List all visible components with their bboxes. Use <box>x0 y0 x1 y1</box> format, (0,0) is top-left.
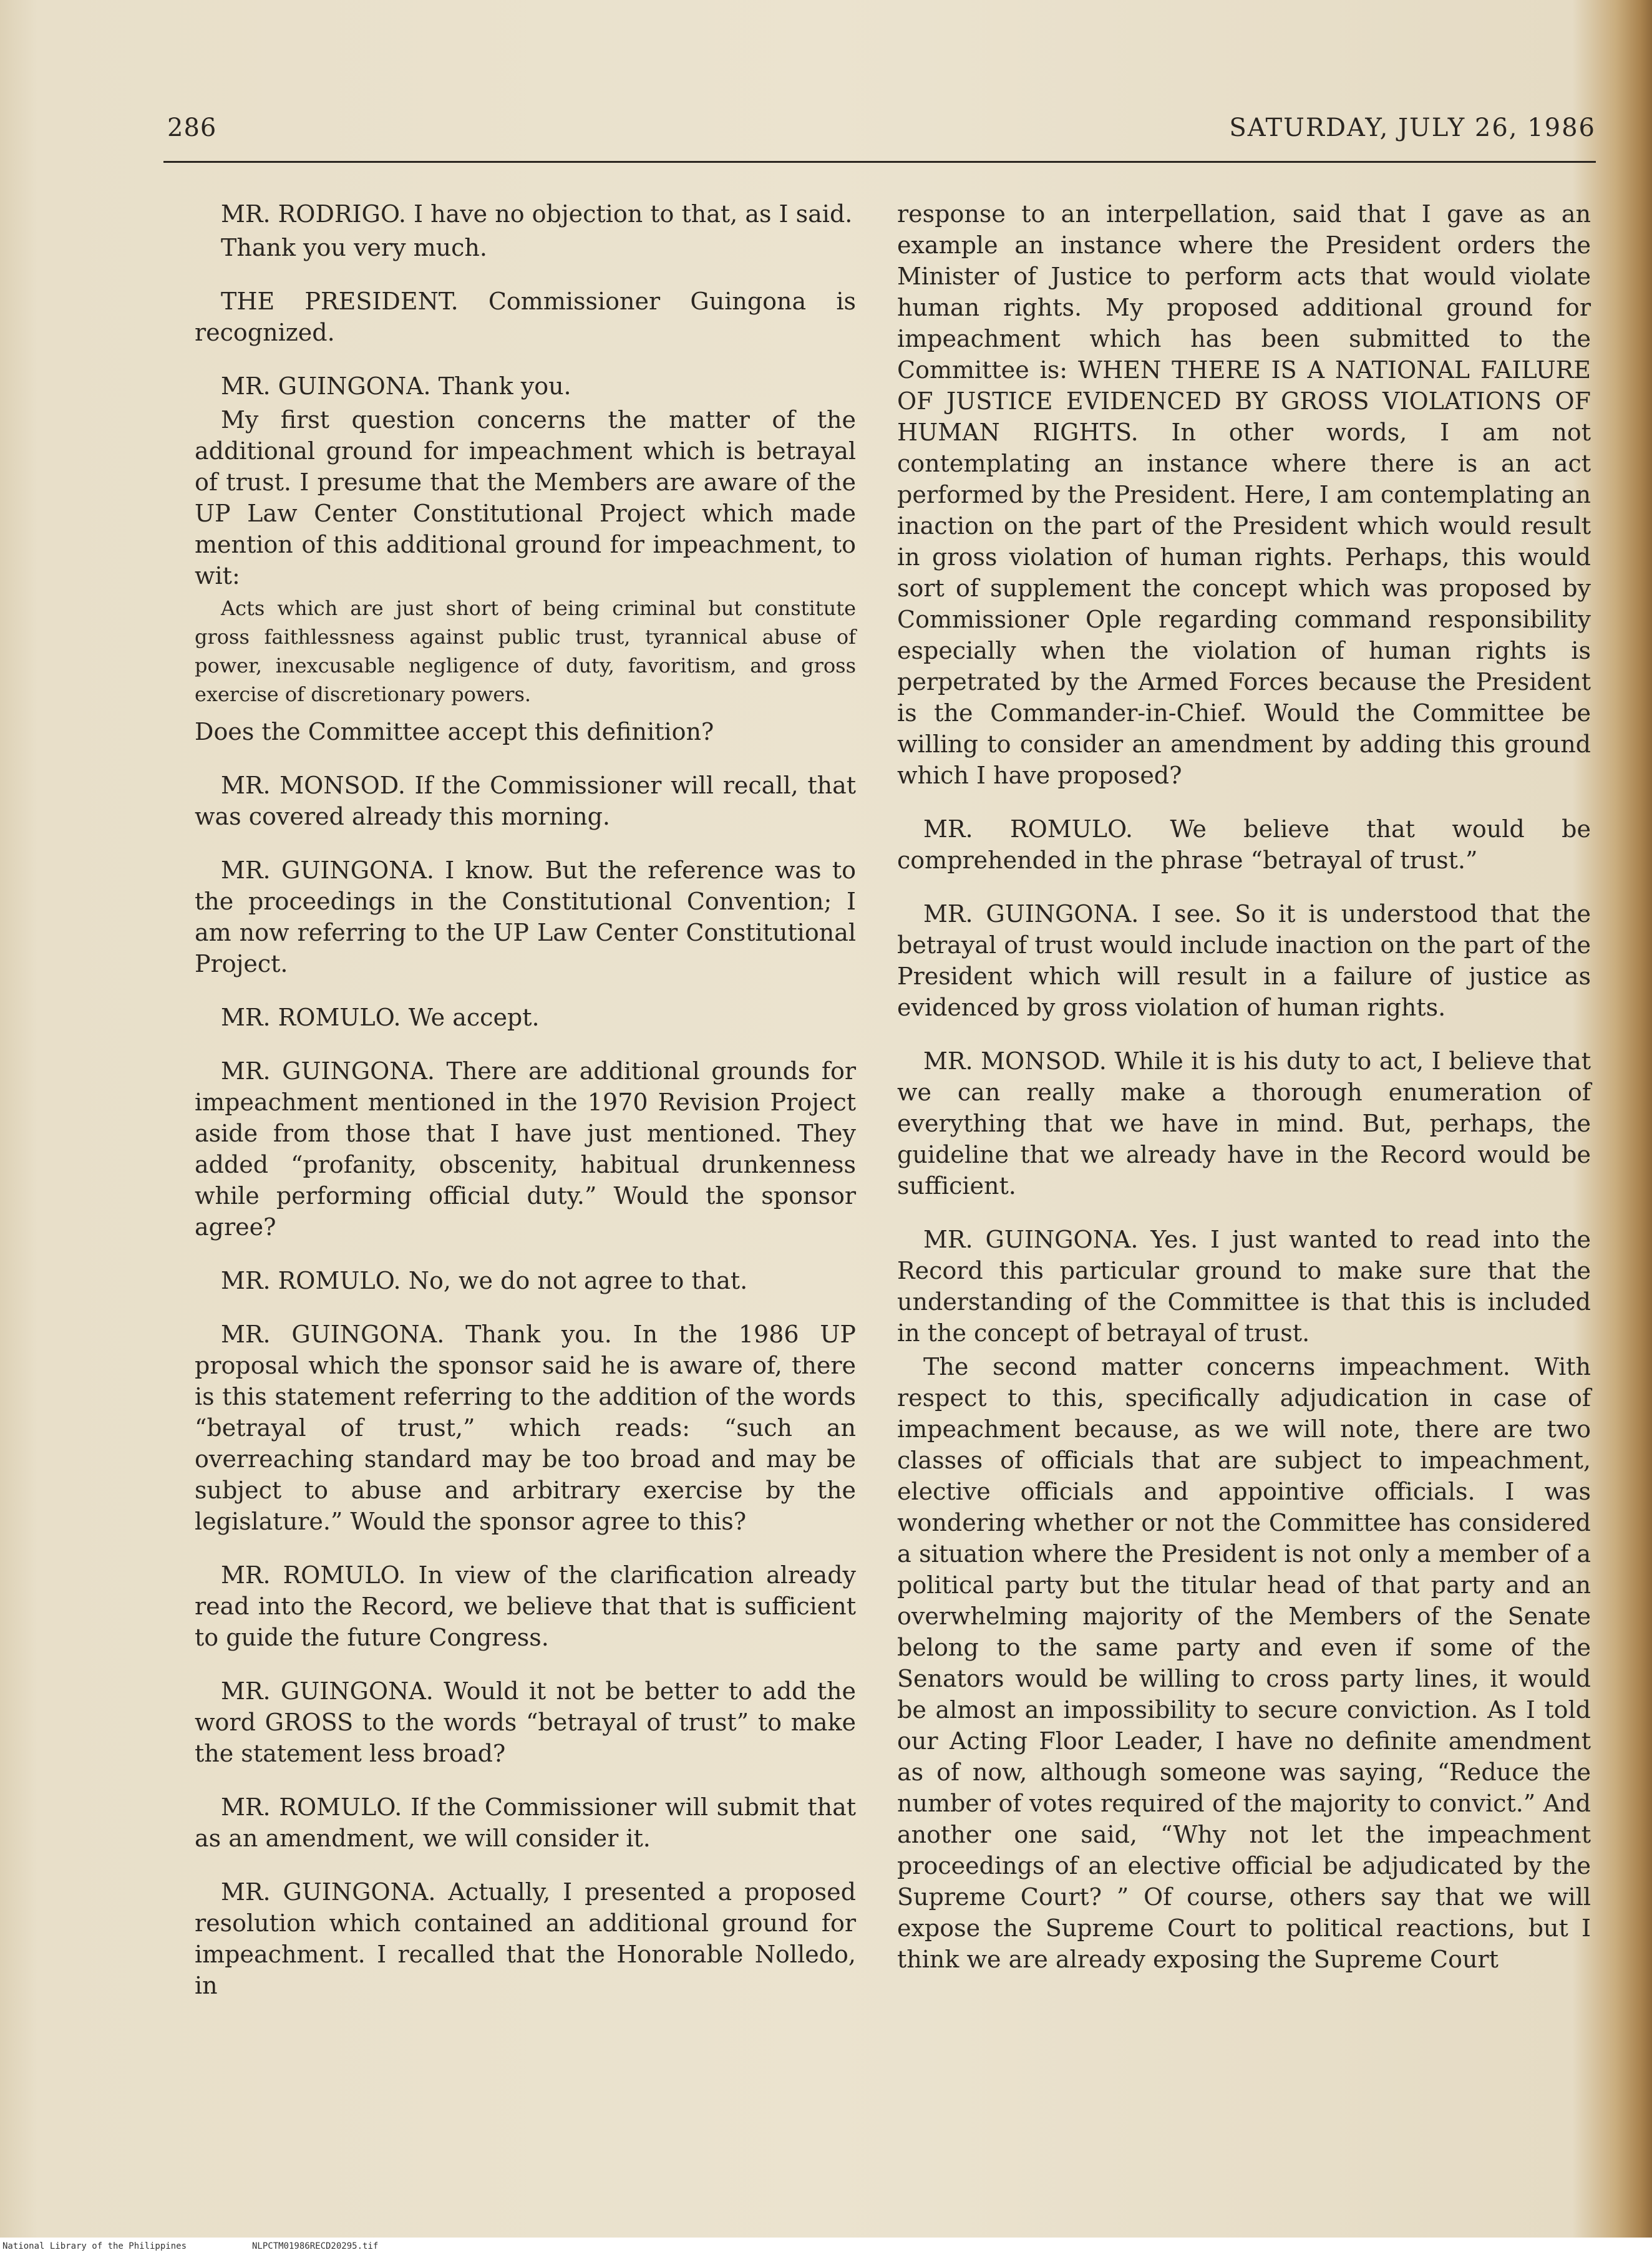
paragraph: Does the Committee accept this definition? <box>195 718 714 745</box>
page-number: 286 <box>167 114 217 142</box>
footer-library: National Library of the Philippines <box>2 2241 187 2251</box>
header-rule <box>163 161 1596 163</box>
paragraph: The second matter concerns impeachment. With respect to this, specifically adjudication in case of impeachment because, as we will note, there are two classes of officials that are subject to impeachment, elective officials and appointive officials. I was wondering whether or not the Committee has considered a situation where the President is not only a member of a political party but the titular head of that party and an overwhelming majority of the Members of the Senate belong to the same party and even if some of the Senators would be willing to cross party lines, it would be almost an impossibility to secure conviction. As I told our Acting Floor Leader, I have no definite amendment as of now, although someone was saying, “Reduce the number of votes required of the majority to convict.” And another one said, “Why not let the impeachment proceedings of an elective official be adjudicated by the Supreme Court? ” Of course, others say that we will expose the Supreme Court to political reactions, but I think we are already exposing the Supreme Court <box>897 1353 1591 1973</box>
paragraph: MR. RODRIGO. I have no objection to that, as I said. <box>221 200 853 228</box>
paragraph: MR. ROMULO. In view of the clarification already read into the Record, we believe that that is sufficient to guide the future Congress. <box>195 1561 856 1651</box>
paragraph: MR. ROMULO. We believe that would be comprehended in the phrase “betrayal of trust.” <box>897 815 1591 874</box>
paragraph: MR. ROMULO. If the Commissioner will submit that as an amendment, we will consider it. <box>195 1793 856 1852</box>
paragraph: My first question concerns the matter of the additional ground for impeachment which is betrayal of trust. I presume that the Members are aware of the UP Law Center Constitutional Project which made mention of this additional ground for impeachment, to wit: <box>195 406 856 589</box>
paragraph: MR. ROMULO. No, we do not agree to that. <box>221 1267 748 1294</box>
paragraph: MR. GUINGONA. There are additional grounds for impeachment mentioned in the 1970 Revision Project aside from those that I have just mentioned. They added “profanity, obscenity, habitual drunkenness while performing official duty.” Would the sponsor agree? <box>195 1057 856 1241</box>
header-date: SATURDAY, JULY 26, 1986 <box>1229 114 1596 142</box>
paragraph: THE PRESIDENT. Commissioner Guingona is recognized. <box>195 288 856 346</box>
paragraph: MR. GUINGONA. Yes. I just wanted to read into the Record this particular ground to make sure that the understanding of the Committee is that this is included in the concept of betrayal of trust. <box>897 1226 1591 1347</box>
paragraph: MR. GUINGONA. Thank you. In the 1986 UP proposal which the sponsor said he is aware of, there is this statement referring to the addition of the words “betrayal of trust,” which reads: “such an overreaching standard may be too broad and may be subject to abuse and arbitrary exercise by the legislature.” Would the sponsor agree to this? <box>195 1321 856 1535</box>
paragraph: MR. MONSOD. If the Commissioner will recall, that was covered already this morning. <box>195 772 856 830</box>
left-column <box>195 198 856 2024</box>
paragraph: MR. GUINGONA. I know. But the reference was to the proceedings in the Constitutional Convention; I am now referring to the UP Law Center Constitutional Project. <box>195 856 856 977</box>
page-header <box>167 114 1596 151</box>
paragraph: MR. GUINGONA. I see. So it is understood that the betrayal of trust would include inaction on the part of the President which will result in a failure of justice as evidenced by gross violation of human rights. <box>897 900 1591 1021</box>
paragraph: MR. ROMULO. We accept. <box>221 1004 540 1031</box>
paragraph: MR. GUINGONA. Thank you. <box>221 372 571 400</box>
paragraph: response to an interpellation, said that I gave as an example an instance where the President orders the Minister of Justice to perform acts that would violate human rights. My proposed additional ground for impeachment which has been submitted to the Committee is: WHEN THERE IS A NATIONAL FAILURE OF JUSTICE EVIDENCED BY GROSS VIOLATIONS OF HUMAN RIGHTS. In other words, I am not contemplating an instance where there is an act performed by the President. Here, I am contemplating an inaction on the part of the President which would result in gross violation of human rights. Perhaps, this would sort of supplement the concept which was proposed by Commissioner Ople regarding command responsibility especially when the violation of human rights is perpetrated by the Armed Forces because the President is the Commander-in-Chief. Would the Committee be willing to consider an amendment by adding this ground which I have proposed? <box>897 200 1591 789</box>
footer-file: NLPCTM01986RECD20295.tif <box>252 2241 379 2251</box>
paragraph: Thank you very much. <box>221 234 487 261</box>
paragraph: MR. MONSOD. While it is his duty to act, I believe that we can really make a thorough enumeration of everything that we have in mind. But, perhaps, the guideline that we already have in the Record would be sufficient. <box>897 1047 1591 1200</box>
paragraph: MR. GUINGONA. Would it not be better to add the word GROSS to the words “betrayal of trust” to make the statement less broad? <box>195 1677 856 1767</box>
scan-footer <box>0 2238 1652 2255</box>
right-column <box>897 198 1591 1997</box>
block-quote: Acts which are just short of being criminal but constitute gross faithlessness against public trust, tyrannical abuse of power, inexcusable negligence of duty, favoritism, and gross exercise of discretionary powers. <box>195 596 856 706</box>
paragraph: MR. GUINGONA. Actually, I presented a proposed resolution which contained an additional ground for impeachment. I recalled that the Honorable Nolledo, in <box>195 1878 856 1999</box>
